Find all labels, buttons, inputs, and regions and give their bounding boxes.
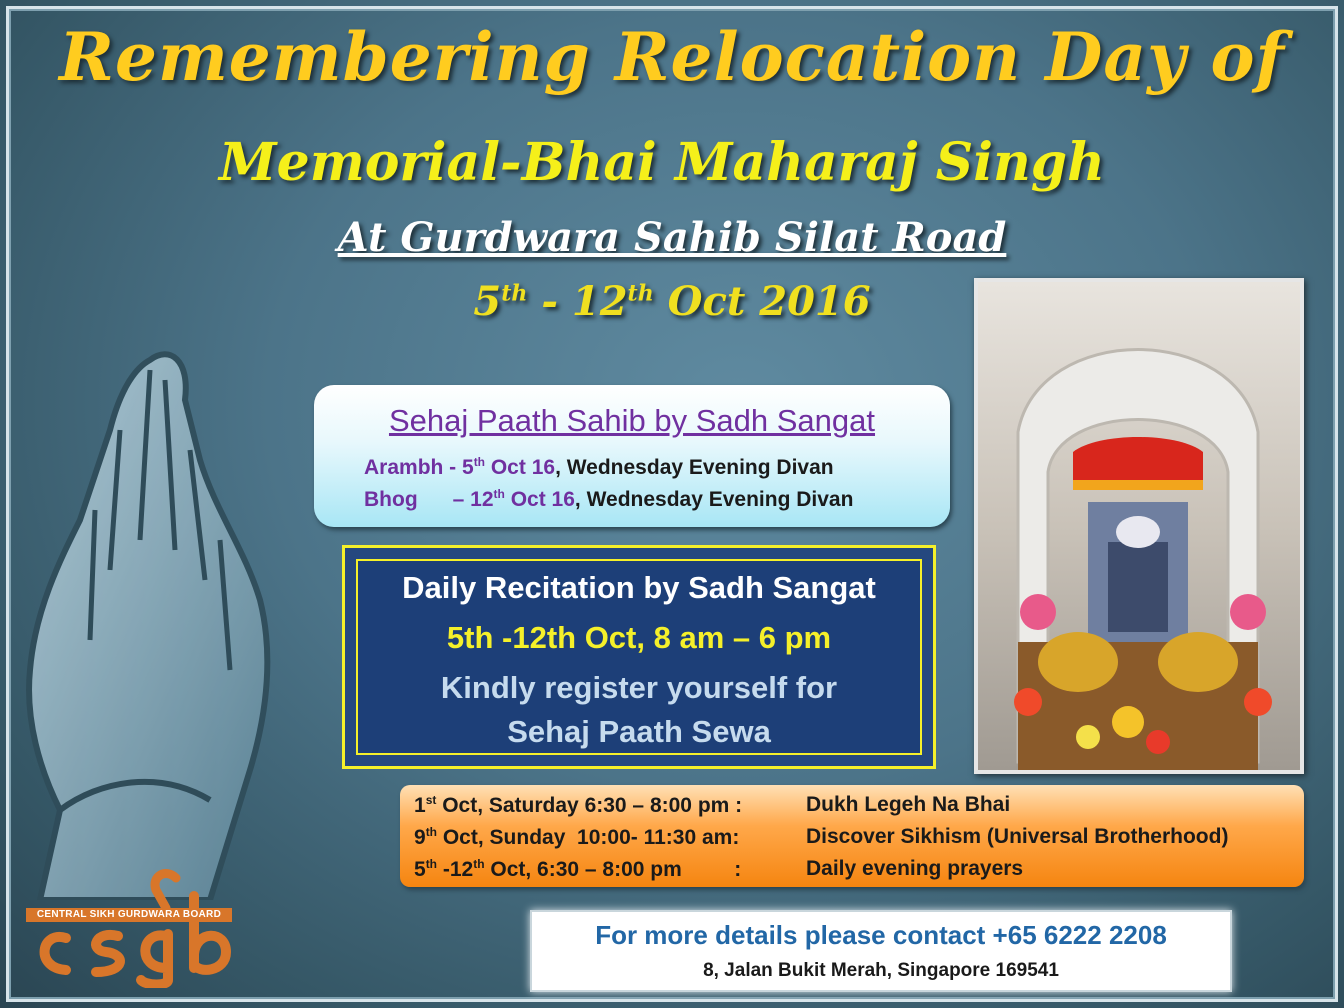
schedule-when: Oct, Sunday 10:00- 11:30 am:	[437, 826, 740, 849]
schedule-panel	[400, 785, 1304, 887]
schedule-end-suffix: th	[473, 857, 485, 871]
bhog-event: , Wednesday Evening Divan	[574, 488, 854, 511]
schedule-row	[414, 793, 1011, 818]
schedule-day-suffix: st	[425, 793, 437, 807]
daily-recitation-title: Daily Recitation by Sadh Sangat	[402, 570, 876, 605]
schedule-event: Daily evening prayers	[806, 857, 1024, 880]
arambh-date: Oct 16	[485, 456, 556, 479]
schedule-day-suffix: th	[425, 825, 438, 839]
schedule-day: 1	[414, 794, 426, 817]
gurdwara-photo	[974, 278, 1304, 774]
schedule-when: -12	[437, 858, 474, 881]
date-end: 12	[571, 278, 628, 325]
arambh-suffix: th	[473, 455, 486, 469]
headline-relocation-day: Remembering Relocation Day of	[59, 18, 1285, 96]
bhog-date: Oct 16	[504, 488, 575, 511]
csgb-logo-mark	[26, 868, 236, 988]
praying-hands-illustration	[0, 340, 300, 900]
daily-recitation-panel	[342, 545, 936, 769]
arambh-label: Arambh - 5	[364, 456, 474, 479]
headline-venue: At Gurdwara Sahib Silat Road	[337, 214, 1007, 261]
contact-phone-line: For more details please contact +65 6222 2208	[595, 920, 1167, 950]
csgb-logo-band: CENTRAL SIKH GURDWARA BOARD	[26, 908, 232, 922]
date-start-suffix: th	[501, 280, 528, 307]
schedule-day: 5	[414, 858, 426, 881]
date-separator: -	[527, 278, 572, 325]
date-end-suffix: th	[627, 280, 654, 307]
registration-note-line2: Sehaj Paath Sewa	[507, 714, 771, 749]
schedule-row	[414, 857, 1024, 882]
contact-panel	[530, 910, 1232, 992]
sehaj-paath-panel	[314, 385, 950, 527]
headline-memorial-name: Memorial-Bhai Maharaj Singh	[219, 132, 1105, 193]
arambh-event: , Wednesday Evening Divan	[555, 456, 834, 479]
date-start: 5	[473, 278, 502, 325]
bhog-row	[364, 487, 853, 512]
sehaj-paath-title: Sehaj Paath Sahib by Sadh Sangat	[388, 403, 876, 438]
daily-recitation-timing: 5th -12th Oct, 8 am – 6 pm	[446, 620, 832, 655]
schedule-day: 9	[414, 826, 426, 849]
bhog-suffix: th	[493, 487, 505, 501]
registration-note-line1: Kindly register yourself for	[440, 670, 838, 705]
schedule-when-rest: Oct, 6:30 – 8:00 pm :	[484, 858, 742, 881]
csgb-logo	[26, 868, 236, 988]
arambh-row	[364, 455, 834, 480]
schedule-when: Oct, Saturday 6:30 – 8:00 pm :	[436, 794, 743, 817]
bhog-label: Bhog – 12	[364, 488, 494, 511]
schedule-event: Discover Sikhism (Universal Brotherhood)	[806, 825, 1229, 848]
schedule-row	[414, 825, 1229, 850]
date-month-year: Oct 2016	[653, 278, 871, 325]
schedule-day-suffix: th	[425, 857, 438, 871]
contact-address: 8, Jalan Bukit Merah, Singapore 169541	[703, 960, 1059, 981]
schedule-event: Dukh Legeh Na Bhai	[806, 793, 1011, 816]
